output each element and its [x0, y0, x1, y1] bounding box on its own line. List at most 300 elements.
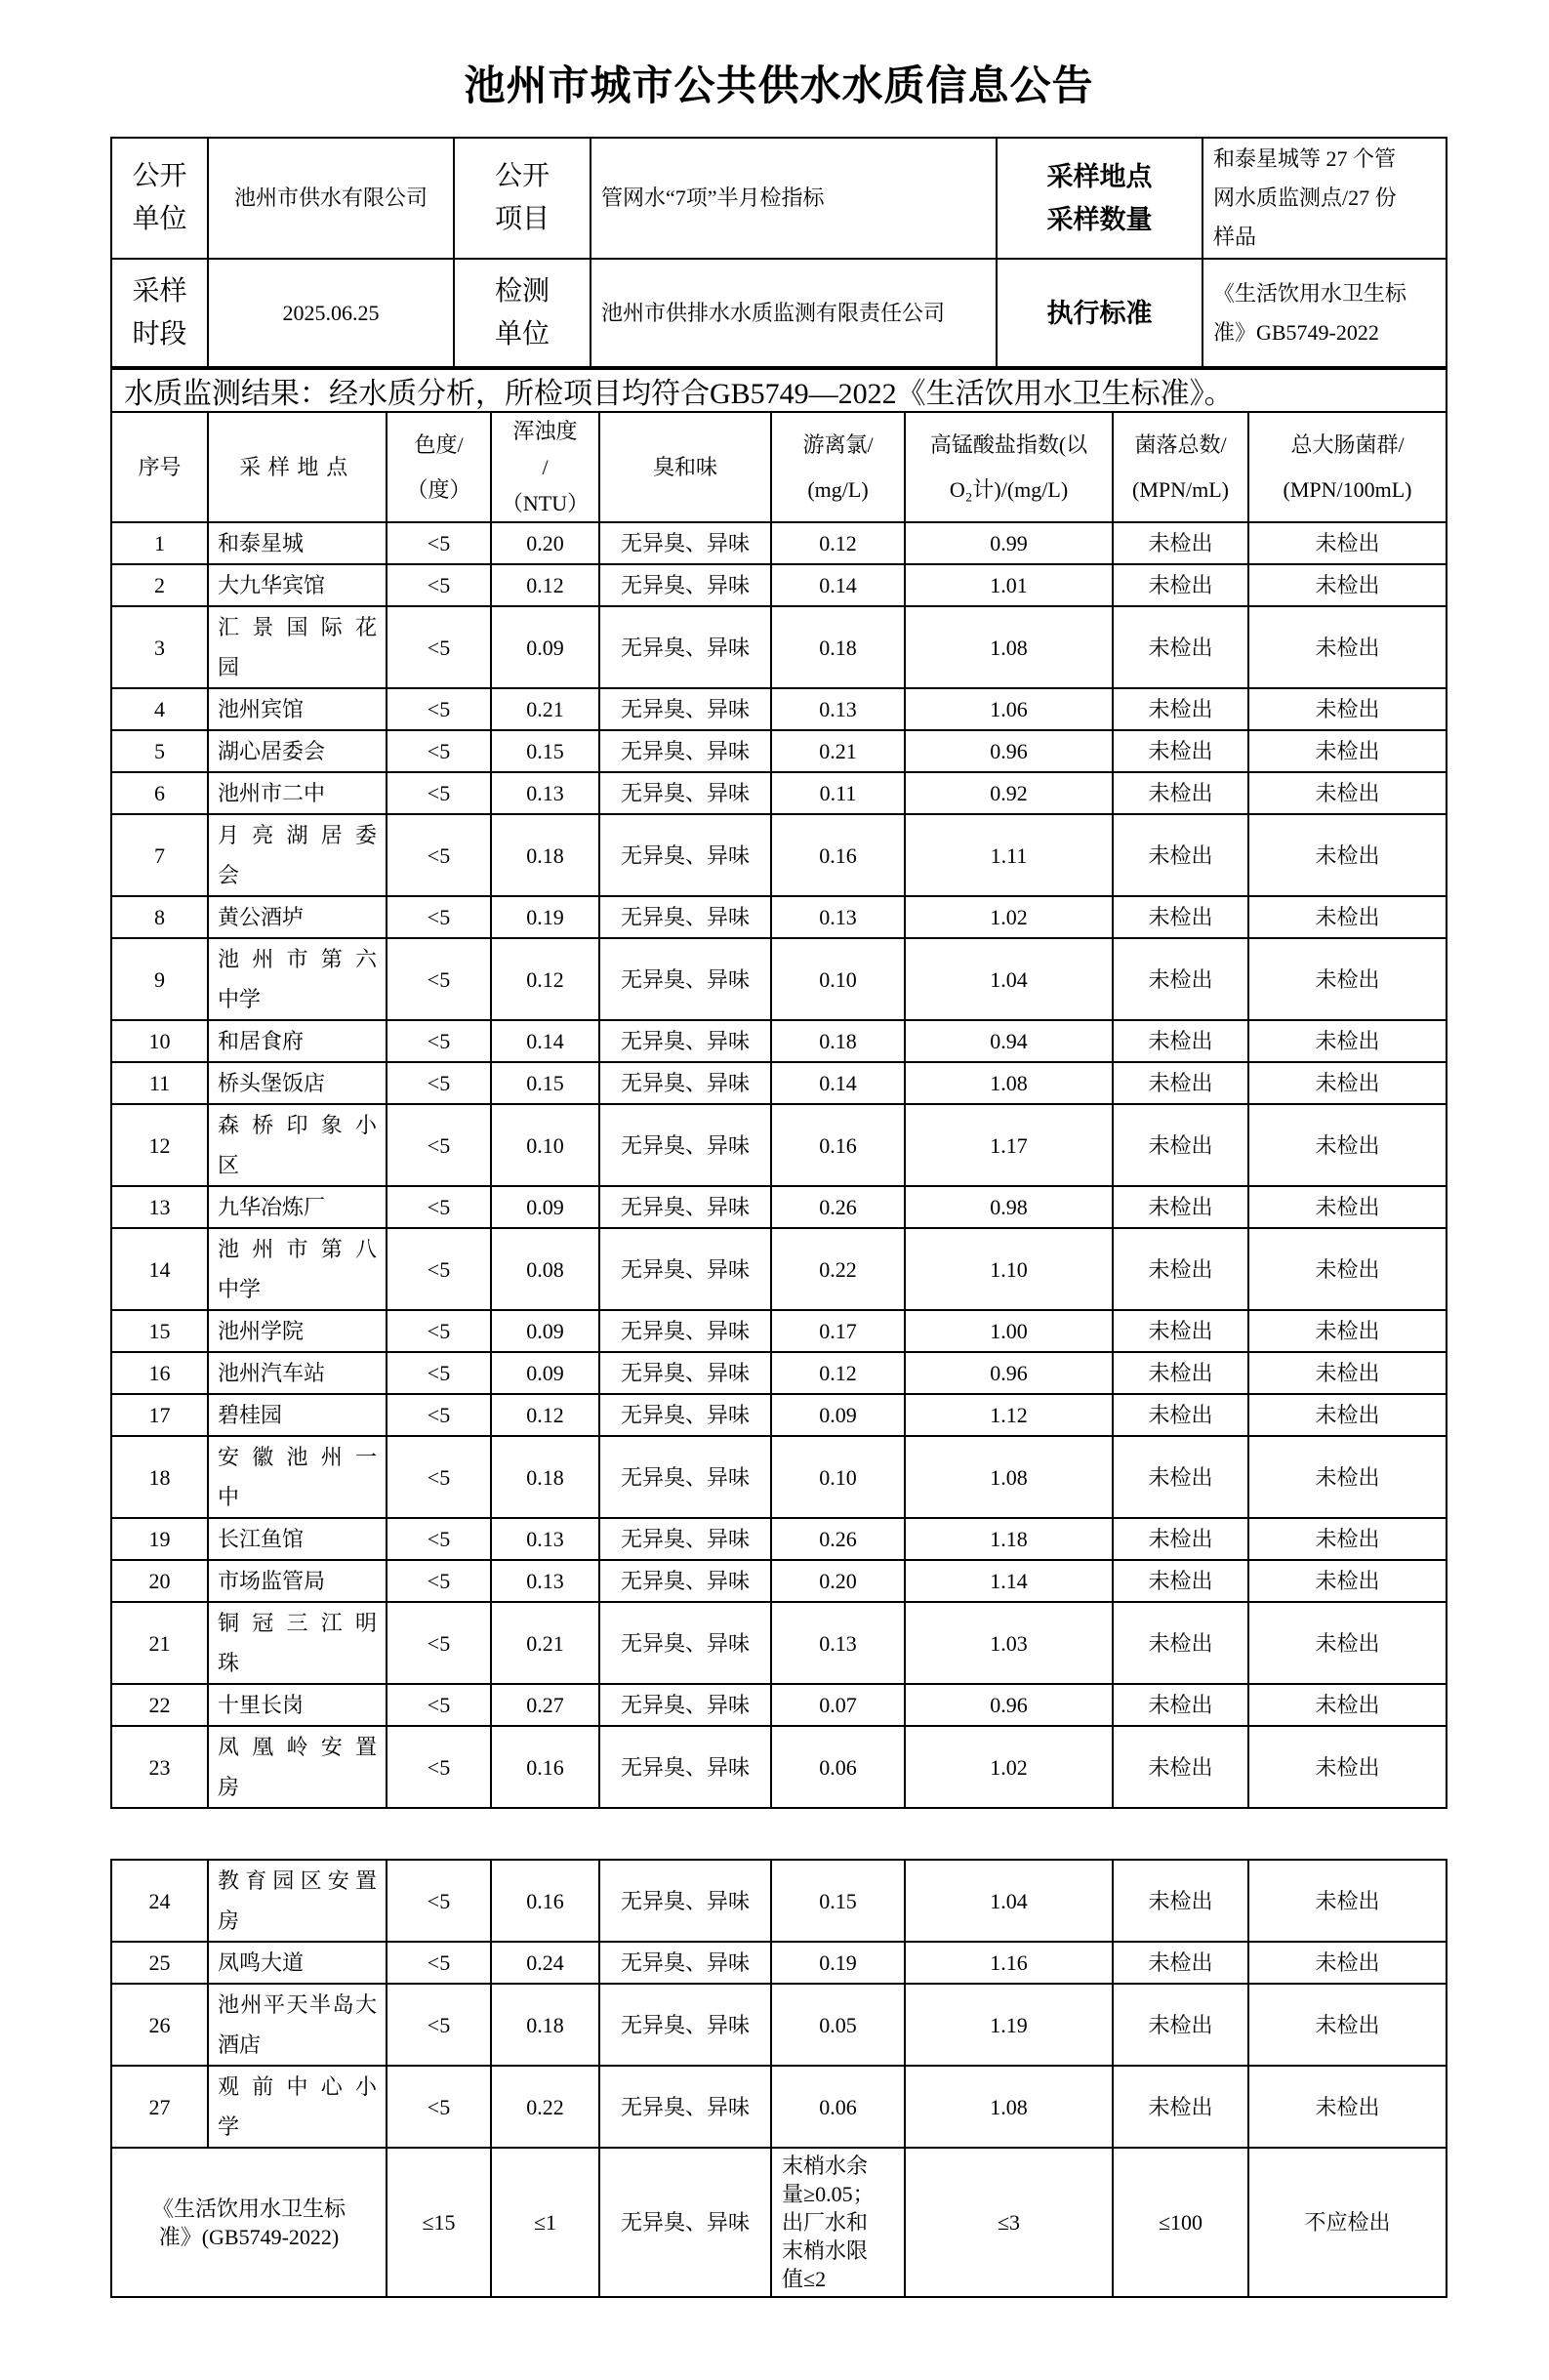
cell-turbidity: 0.21 [491, 688, 599, 730]
cell-colony: 未检出 [1113, 522, 1248, 564]
cell-chlorine: 0.12 [771, 1352, 905, 1394]
table-row [111, 1310, 1447, 1352]
value-sampling-period: 2025.06.25 [208, 259, 454, 367]
cell-odor: 无异臭、异味 [599, 1020, 771, 1062]
cell-odor: 无异臭、异味 [599, 1186, 771, 1228]
cell-odor: 无异臭、异味 [599, 1228, 771, 1310]
cell-chroma: <5 [387, 1726, 491, 1808]
table-row [111, 1602, 1447, 1684]
cell-colony: 未检出 [1113, 1602, 1248, 1684]
cell-colony: 未检出 [1113, 1020, 1248, 1062]
cell-location: 池州市第六 中学 [208, 938, 387, 1020]
table-row [111, 2066, 1447, 2148]
cell-permanganate: 1.12 [905, 1394, 1113, 1436]
cell-coliform: 未检出 [1248, 1602, 1447, 1684]
cell-serial: 11 [111, 1062, 208, 1104]
cell-permanganate: 0.96 [905, 730, 1113, 772]
cell-odor: 无异臭、异味 [599, 1310, 771, 1352]
cell-location: 安徽池州一 中 [208, 1436, 387, 1518]
cell-coliform: 未检出 [1248, 730, 1447, 772]
cell-odor: 无异臭、异味 [599, 896, 771, 938]
cell-chroma: <5 [387, 1984, 491, 2066]
cell-chroma: <5 [387, 938, 491, 1020]
cell-permanganate: 1.19 [905, 1984, 1113, 2066]
cell-serial: 27 [111, 2066, 208, 2148]
cell-turbidity: 0.27 [491, 1684, 599, 1726]
cell-serial: 21 [111, 1602, 208, 1684]
cell-chroma: <5 [387, 1310, 491, 1352]
cell-chroma: <5 [387, 730, 491, 772]
header-total-coliform: 总大肠菌群/ (MPN/100mL) [1248, 412, 1447, 522]
value-executed-standard: 《生活饮用水卫生标 准》GB5749-2022 [1203, 259, 1447, 367]
label-disclosure-unit: 公开 单位 [111, 138, 208, 259]
cell-coliform: 未检出 [1248, 1942, 1447, 1984]
cell-odor: 无异臭、异味 [599, 688, 771, 730]
standard-free-chlorine: 末梢水余 量≥0.05； 出厂水和 末梢水限 值≤2 [771, 2148, 905, 2297]
table-row [111, 1186, 1447, 1228]
cell-turbidity: 0.08 [491, 1228, 599, 1310]
cell-serial: 19 [111, 1518, 208, 1560]
cell-odor: 无异臭、异味 [599, 606, 771, 688]
table-row [111, 688, 1447, 730]
cell-serial: 13 [111, 1186, 208, 1228]
cell-serial: 5 [111, 730, 208, 772]
cell-chlorine: 0.15 [771, 1860, 905, 1942]
cell-coliform: 未检出 [1248, 1104, 1447, 1186]
cell-colony: 未检出 [1113, 1352, 1248, 1394]
cell-coliform: 未检出 [1248, 1684, 1447, 1726]
cell-serial: 17 [111, 1394, 208, 1436]
cell-colony: 未检出 [1113, 1860, 1248, 1942]
cell-chlorine: 0.18 [771, 606, 905, 688]
cell-turbidity: 0.16 [491, 1860, 599, 1942]
cell-turbidity: 0.16 [491, 1726, 599, 1808]
cell-chlorine: 0.22 [771, 1228, 905, 1310]
cell-turbidity: 0.18 [491, 1436, 599, 1518]
cell-turbidity: 0.21 [491, 1602, 599, 1684]
header-free-chlorine: 游离氯/ (mg/L) [771, 412, 905, 522]
cell-location: 池州市第八 中学 [208, 1228, 387, 1310]
cell-turbidity: 0.09 [491, 1186, 599, 1228]
cell-colony: 未检出 [1113, 1186, 1248, 1228]
cell-chroma: <5 [387, 688, 491, 730]
cell-permanganate: 0.96 [905, 1352, 1113, 1394]
cell-chlorine: 0.06 [771, 1726, 905, 1808]
cell-chroma: <5 [387, 1394, 491, 1436]
standard-limit-row [111, 2148, 1447, 2297]
cell-odor: 无异臭、异味 [599, 1518, 771, 1560]
cell-chroma: <5 [387, 1020, 491, 1062]
cell-permanganate: 1.10 [905, 1228, 1113, 1310]
cell-turbidity: 0.09 [491, 1310, 599, 1352]
table-row [111, 1984, 1447, 2066]
cell-odor: 无异臭、异味 [599, 1436, 771, 1518]
cell-permanganate: 0.98 [905, 1186, 1113, 1228]
cell-colony: 未检出 [1113, 1104, 1248, 1186]
cell-chroma: <5 [387, 1352, 491, 1394]
cell-permanganate: 1.17 [905, 1104, 1113, 1186]
cell-odor: 无异臭、异味 [599, 938, 771, 1020]
info-row-2 [111, 259, 1447, 367]
table-row [111, 1684, 1447, 1726]
cell-chroma: <5 [387, 1062, 491, 1104]
cell-coliform: 未检出 [1248, 1560, 1447, 1602]
cell-coliform: 未检出 [1248, 1726, 1447, 1808]
cell-odor: 无异臭、异味 [599, 1560, 771, 1602]
cell-permanganate: 0.96 [905, 1684, 1113, 1726]
cell-chlorine: 0.13 [771, 896, 905, 938]
cell-chlorine: 0.06 [771, 2066, 905, 2148]
table-row [111, 1394, 1447, 1436]
cell-turbidity: 0.12 [491, 564, 599, 606]
cell-chlorine: 0.18 [771, 1020, 905, 1062]
cell-serial: 9 [111, 938, 208, 1020]
cell-coliform: 未检出 [1248, 1984, 1447, 2066]
header-colony-count: 菌落总数/ (MPN/mL) [1113, 412, 1248, 522]
cell-serial: 22 [111, 1684, 208, 1726]
cell-coliform: 未检出 [1248, 1436, 1447, 1518]
result-note-text: 水质监测结果：经水质分析，所检项目均符合GB5749—2022《生活饮用水卫生标准》。 [124, 378, 1234, 410]
standard-odor: 无异臭、异味 [599, 2148, 771, 2297]
cell-serial: 15 [111, 1310, 208, 1352]
cell-colony: 未检出 [1113, 1942, 1248, 1984]
cell-odor: 无异臭、异味 [599, 564, 771, 606]
cell-chlorine: 0.17 [771, 1310, 905, 1352]
cell-chlorine: 0.13 [771, 688, 905, 730]
cell-location: 碧桂园 [208, 1394, 387, 1436]
cell-turbidity: 0.19 [491, 896, 599, 938]
value-sampling-sites-count: 和泰星城等 27 个管 网水质监测点/27 份 样品 [1203, 138, 1447, 259]
cell-colony: 未检出 [1113, 730, 1248, 772]
cell-odor: 无异臭、异味 [599, 522, 771, 564]
cell-chlorine: 0.26 [771, 1186, 905, 1228]
cell-odor: 无异臭、异味 [599, 1984, 771, 2066]
cell-colony: 未检出 [1113, 2066, 1248, 2148]
cell-permanganate: 1.03 [905, 1602, 1113, 1684]
value-testing-unit: 池州市供排水水质监测有限责任公司 [591, 259, 997, 367]
table-row [111, 1726, 1447, 1808]
cell-permanganate: 1.18 [905, 1518, 1113, 1560]
page-title: 池州市城市公共供水水质信息公告 [464, 64, 1094, 109]
cell-colony: 未检出 [1113, 1228, 1248, 1310]
cell-odor: 无异臭、异味 [599, 1942, 771, 1984]
cell-chroma: <5 [387, 564, 491, 606]
cell-colony: 未检出 [1113, 606, 1248, 688]
cell-coliform: 未检出 [1248, 772, 1447, 814]
cell-coliform: 未检出 [1248, 1394, 1447, 1436]
cell-coliform: 未检出 [1248, 1518, 1447, 1560]
cell-coliform: 未检出 [1248, 1062, 1447, 1104]
cell-chroma: <5 [387, 772, 491, 814]
cell-turbidity: 0.12 [491, 1394, 599, 1436]
cell-coliform: 未检出 [1248, 1020, 1447, 1062]
cell-turbidity: 0.22 [491, 2066, 599, 2148]
cell-location: 和泰星城 [208, 522, 387, 564]
cell-serial: 14 [111, 1228, 208, 1310]
cell-chlorine: 0.19 [771, 1942, 905, 1984]
cell-chlorine: 0.26 [771, 1518, 905, 1560]
cell-colony: 未检出 [1113, 1726, 1248, 1808]
cell-chlorine: 0.21 [771, 730, 905, 772]
header-turbidity: 浑浊度 / （NTU） [491, 412, 599, 522]
cell-coliform: 未检出 [1248, 1860, 1447, 1942]
cell-turbidity: 0.13 [491, 772, 599, 814]
cell-permanganate: 1.02 [905, 896, 1113, 938]
cell-permanganate: 1.04 [905, 1860, 1113, 1942]
standard-colony: ≤100 [1113, 2148, 1248, 2297]
cell-turbidity: 0.14 [491, 1020, 599, 1062]
cell-odor: 无异臭、异味 [599, 1062, 771, 1104]
cell-permanganate: 1.02 [905, 1726, 1113, 1808]
cell-odor: 无异臭、异味 [599, 1104, 771, 1186]
cell-colony: 未检出 [1113, 564, 1248, 606]
cell-serial: 10 [111, 1020, 208, 1062]
cell-coliform: 未检出 [1248, 2066, 1447, 2148]
table-row [111, 1352, 1447, 1394]
cell-location: 池州学院 [208, 1310, 387, 1352]
cell-colony: 未检出 [1113, 1518, 1248, 1560]
table-row [111, 1062, 1447, 1104]
cell-location: 池州市二中 [208, 772, 387, 814]
table-row [111, 1942, 1447, 1984]
cell-colony: 未检出 [1113, 1436, 1248, 1518]
cell-coliform: 未检出 [1248, 1228, 1447, 1310]
value-disclosure-item: 管网水“7项”半月检指标 [591, 138, 997, 259]
label-sampling-sites-count: 采样地点 采样数量 [997, 138, 1203, 259]
table-row [111, 1860, 1447, 1942]
cell-chlorine: 0.10 [771, 938, 905, 1020]
cell-odor: 无异臭、异味 [599, 1394, 771, 1436]
cell-coliform: 未检出 [1248, 688, 1447, 730]
cell-chlorine: 0.16 [771, 1104, 905, 1186]
cell-colony: 未检出 [1113, 1310, 1248, 1352]
table-row [111, 1560, 1447, 1602]
cell-chroma: <5 [387, 814, 491, 896]
water-quality-table-1 [110, 411, 1447, 1809]
cell-location: 观前中心小 学 [208, 2066, 387, 2148]
cell-permanganate: 0.99 [905, 522, 1113, 564]
cell-odor: 无异臭、异味 [599, 2066, 771, 2148]
cell-permanganate: 1.08 [905, 1062, 1113, 1104]
table-row [111, 1436, 1447, 1518]
cell-colony: 未检出 [1113, 1684, 1248, 1726]
cell-chroma: <5 [387, 1684, 491, 1726]
cell-coliform: 未检出 [1248, 1310, 1447, 1352]
cell-coliform: 未检出 [1248, 938, 1447, 1020]
table-row [111, 1020, 1447, 1062]
cell-serial: 7 [111, 814, 208, 896]
cell-location: 汇景国际花 园 [208, 606, 387, 688]
cell-odor: 无异臭、异味 [599, 1602, 771, 1684]
cell-chlorine: 0.16 [771, 814, 905, 896]
cell-turbidity: 0.15 [491, 730, 599, 772]
cell-colony: 未检出 [1113, 772, 1248, 814]
cell-odor: 无异臭、异味 [599, 730, 771, 772]
cell-location: 黄公酒垆 [208, 896, 387, 938]
label-testing-unit: 检测 单位 [454, 259, 591, 367]
cell-permanganate: 1.01 [905, 564, 1113, 606]
cell-location: 铜冠三江明 珠 [208, 1602, 387, 1684]
cell-chroma: <5 [387, 1518, 491, 1560]
cell-location: 湖心居委会 [208, 730, 387, 772]
cell-chroma: <5 [387, 1104, 491, 1186]
cell-permanganate: 1.06 [905, 688, 1113, 730]
cell-chlorine: 0.10 [771, 1436, 905, 1518]
header-odor: 臭和味 [599, 412, 771, 522]
cell-serial: 26 [111, 1984, 208, 2066]
cell-turbidity: 0.18 [491, 814, 599, 896]
header-serial: 序号 [111, 412, 208, 522]
cell-serial: 18 [111, 1436, 208, 1518]
cell-location: 市场监管局 [208, 1560, 387, 1602]
cell-chroma: <5 [387, 1560, 491, 1602]
cell-coliform: 未检出 [1248, 1352, 1447, 1394]
cell-location: 池州平天半岛大 酒店 [208, 1984, 387, 2066]
cell-location: 长江鱼馆 [208, 1518, 387, 1560]
cell-coliform: 未检出 [1248, 522, 1447, 564]
cell-coliform: 未检出 [1248, 896, 1447, 938]
cell-chroma: <5 [387, 1860, 491, 1942]
cell-odor: 无异臭、异味 [599, 772, 771, 814]
cell-permanganate: 1.00 [905, 1310, 1113, 1352]
cell-location: 凤凰岭安置 房 [208, 1726, 387, 1808]
cell-turbidity: 0.13 [491, 1560, 599, 1602]
table-row [111, 1104, 1447, 1186]
cell-serial: 8 [111, 896, 208, 938]
cell-location: 凤鸣大道 [208, 1942, 387, 1984]
table-row [111, 522, 1447, 564]
cell-permanganate: 0.92 [905, 772, 1113, 814]
table-row [111, 730, 1447, 772]
cell-colony: 未检出 [1113, 814, 1248, 896]
cell-serial: 23 [111, 1726, 208, 1808]
standard-label: 《生活饮用水卫生标 准》(GB5749-2022) [111, 2148, 387, 2297]
standard-turbidity: ≤1 [491, 2148, 599, 2297]
cell-turbidity: 0.15 [491, 1062, 599, 1104]
cell-odor: 无异臭、异味 [599, 1684, 771, 1726]
cell-odor: 无异臭、异味 [599, 814, 771, 896]
cell-colony: 未检出 [1113, 1984, 1248, 2066]
cell-location: 和居食府 [208, 1020, 387, 1062]
cell-chlorine: 0.13 [771, 1602, 905, 1684]
table-row [111, 772, 1447, 814]
cell-chlorine: 0.14 [771, 564, 905, 606]
cell-colony: 未检出 [1113, 896, 1248, 938]
cell-permanganate: 1.08 [905, 1436, 1113, 1518]
standard-chroma: ≤15 [387, 2148, 491, 2297]
table-row [111, 896, 1447, 938]
info-table [110, 137, 1447, 368]
table-row [111, 606, 1447, 688]
cell-chroma: <5 [387, 1942, 491, 1984]
cell-turbidity: 0.12 [491, 938, 599, 1020]
cell-location: 九华冶炼厂 [208, 1186, 387, 1228]
table-row [111, 1228, 1447, 1310]
cell-location: 桥头堡饭店 [208, 1062, 387, 1104]
standard-permanganate: ≤3 [905, 2148, 1113, 2297]
cell-serial: 2 [111, 564, 208, 606]
cell-location: 月亮湖居委 会 [208, 814, 387, 896]
info-row-1 [111, 138, 1447, 259]
cell-serial: 20 [111, 1560, 208, 1602]
cell-turbidity: 0.09 [491, 1352, 599, 1394]
cell-serial: 24 [111, 1860, 208, 1942]
cell-turbidity: 0.18 [491, 1984, 599, 2066]
result-note-bar [110, 368, 1447, 413]
cell-permanganate: 1.14 [905, 1560, 1113, 1602]
cell-chroma: <5 [387, 606, 491, 688]
cell-chroma: <5 [387, 522, 491, 564]
cell-chlorine: 0.09 [771, 1394, 905, 1436]
cell-turbidity: 0.13 [491, 1518, 599, 1560]
label-executed-standard: 执行标准 [997, 259, 1203, 367]
cell-colony: 未检出 [1113, 688, 1248, 730]
header-chroma: 色度/ （度） [387, 412, 491, 522]
table-row [111, 564, 1447, 606]
cell-location: 十里长岗 [208, 1684, 387, 1726]
cell-permanganate: 0.94 [905, 1020, 1113, 1062]
standard-coliform: 不应检出 [1248, 2148, 1447, 2297]
cell-serial: 4 [111, 688, 208, 730]
cell-location: 池州汽车站 [208, 1352, 387, 1394]
cell-odor: 无异臭、异味 [599, 1726, 771, 1808]
cell-chroma: <5 [387, 1436, 491, 1518]
cell-chlorine: 0.20 [771, 1560, 905, 1602]
cell-colony: 未检出 [1113, 1062, 1248, 1104]
cell-serial: 16 [111, 1352, 208, 1394]
value-disclosure-unit: 池州市供水有限公司 [208, 138, 454, 259]
cell-turbidity: 0.10 [491, 1104, 599, 1186]
table-row [111, 938, 1447, 1020]
cell-serial: 12 [111, 1104, 208, 1186]
cell-coliform: 未检出 [1248, 606, 1447, 688]
cell-serial: 6 [111, 772, 208, 814]
cell-chlorine: 0.12 [771, 522, 905, 564]
water-quality-table-2 [110, 1859, 1447, 2298]
cell-permanganate: 1.04 [905, 938, 1113, 1020]
cell-location: 大九华宾馆 [208, 564, 387, 606]
cell-chlorine: 0.14 [771, 1062, 905, 1104]
cell-permanganate: 1.11 [905, 814, 1113, 896]
cell-coliform: 未检出 [1248, 814, 1447, 896]
cell-turbidity: 0.24 [491, 1942, 599, 1984]
cell-location: 教育园区安置 房 [208, 1860, 387, 1942]
cell-chroma: <5 [387, 1602, 491, 1684]
cell-location: 池州宾馆 [208, 688, 387, 730]
cell-chroma: <5 [387, 896, 491, 938]
cell-coliform: 未检出 [1248, 564, 1447, 606]
cell-serial: 3 [111, 606, 208, 688]
cell-chlorine: 0.07 [771, 1684, 905, 1726]
cell-odor: 无异臭、异味 [599, 1860, 771, 1942]
cell-chroma: <5 [387, 1186, 491, 1228]
header-location: 采样地点 [208, 412, 387, 522]
cell-colony: 未检出 [1113, 1560, 1248, 1602]
cell-coliform: 未检出 [1248, 1186, 1447, 1228]
table-row [111, 814, 1447, 896]
label-sampling-period: 采样 时段 [111, 259, 208, 367]
cell-permanganate: 1.16 [905, 1942, 1113, 1984]
cell-colony: 未检出 [1113, 938, 1248, 1020]
cell-chroma: <5 [387, 2066, 491, 2148]
label-disclosure-item: 公开 项目 [454, 138, 591, 259]
cell-turbidity: 0.09 [491, 606, 599, 688]
cell-chlorine: 0.11 [771, 772, 905, 814]
header-permanganate-index: 高锰酸盐指数(以 O₂计)/(mg/L) [905, 412, 1113, 522]
cell-turbidity: 0.20 [491, 522, 599, 564]
cell-permanganate: 1.08 [905, 2066, 1113, 2148]
table-header-row [111, 412, 1447, 522]
